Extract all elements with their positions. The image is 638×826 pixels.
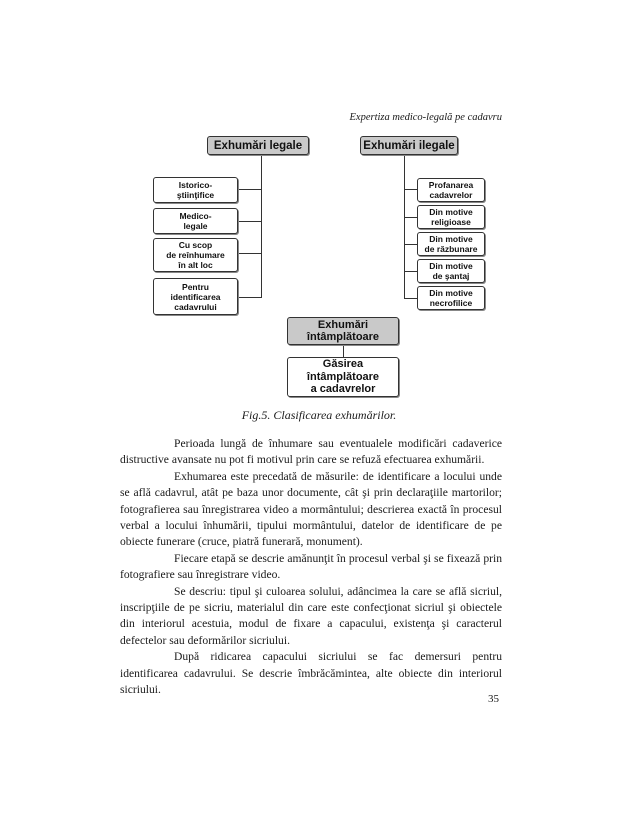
- illegal-item-box: Din motive de răzbunare: [417, 232, 485, 256]
- legal-item-box: Cu scop de reînhumare în alt loc: [153, 238, 238, 272]
- paragraph: Fiecare etapă se descrie amănunţit în procesul verbal şi se fixează prin fotografiere sau înregistrare video.: [120, 551, 502, 582]
- connector: [238, 253, 261, 254]
- legal-item-box: Medico- legale: [153, 208, 238, 234]
- connector: [404, 217, 417, 218]
- paragraph: Perioada lungă de înhumare sau eventualele modificări cadaverice distructive avansate nu pot fi motivul prin care se refuză efectuarea exhumării.: [120, 437, 502, 467]
- connector: [404, 244, 417, 245]
- figure-caption: Fig.5. Clasificarea exhumărilor.: [241, 408, 397, 422]
- legal-exhumations-box: Exhumări legale: [207, 136, 309, 155]
- connector: [404, 154, 405, 299]
- connector: [343, 344, 344, 357]
- paragraph: Exhumarea este precedată de măsurile: de identificare a locului unde se află cadavrul, atât pe baza unor documente, cât şi prin declaraţiile martorilor; fotografierea sau înregistrarea video a mormântului; descrierea exactă în procesul verbal a locului înhumării, tipului mormântului, datelor de identificare de pe obiecte funerare (cruce, piatră funerară, monument).: [120, 469, 502, 549]
- body-text: [120, 436, 502, 699]
- legal-item-box: Istorico- ştiinţifice: [153, 177, 238, 203]
- illegal-exhumations-box: Exhumări ilegale: [360, 136, 458, 155]
- connector: [238, 297, 261, 298]
- accidental-exhumations-box: Exhumări întâmplătoare: [287, 317, 399, 345]
- paragraph: După ridicarea capacului sicriului se fac demersuri pentru identificarea cadavrului. Se descrie îmbrăcămintea, alte obiecte din interiorul sicriului.: [120, 650, 502, 697]
- connector: [238, 221, 261, 222]
- connector: [261, 154, 262, 298]
- page-number: 35: [488, 693, 499, 705]
- illegal-item-box: Profanarea cadavrelor: [417, 178, 485, 202]
- connector: [404, 298, 417, 299]
- connector: [404, 271, 417, 272]
- connector: [404, 189, 417, 190]
- legal-item-box: Pentru identificarea cadavrului: [153, 278, 238, 315]
- connector: [238, 189, 261, 190]
- paragraph: Se descriu: tipul şi culoarea solului, adâncimea la care se află sicriul, inscripţiile de pe sicriu, materialul din care este confecţionat sicriul şi obiectele din interiorul acestuia, modul de fixare a capacului, existenţa şi caracterul defectelor sau deformărilor sicriului.: [120, 584, 502, 647]
- illegal-item-box: Din motive de şantaj: [417, 259, 485, 283]
- accidental-item-box: Găsirea întâmplătoare a cadavrelor: [287, 357, 399, 397]
- illegal-item-box: Din motive necrofilice: [417, 286, 485, 310]
- illegal-item-box: Din motive religioase: [417, 205, 485, 229]
- running-head: Expertiza medico-legală pe cadavru: [349, 112, 502, 123]
